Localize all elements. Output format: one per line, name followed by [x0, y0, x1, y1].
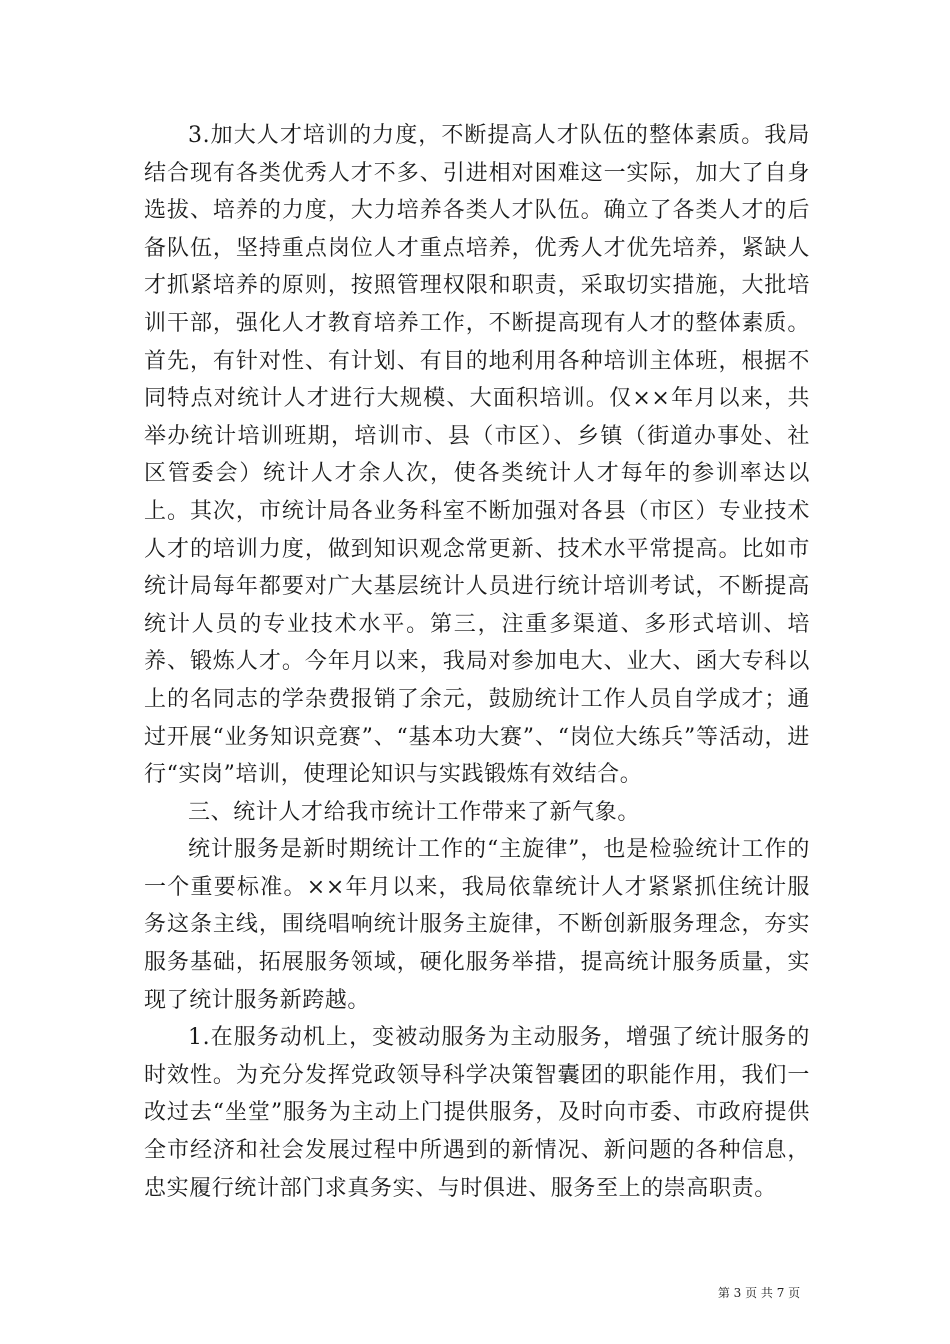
document-body: [144, 117, 810, 1207]
paragraph-talent-training: 3.加大人才培训的力度，不断提高人才队伍的整体素质。我局结合现有各类优秀人才不多、引进相对困难这一实际，加大了自身选拔、培养的力度，大力培养各类人才队伍。确立了各类人才的后备队伍，坚持重点岗位人才重点培养，优秀人才优先培养，紧缺人才抓紧培养的原则，按照管理权限和职责，采取切实措施，大批培训干部，强化人才教育培养工作，不断提高现有人才的整体素质。首先，有针对性、有计划、有目的地利用各种培训主体班，根据不同特点对统计人才进行大规模、大面积培训。仅××年月以来，共举办统计培训班期，培训市、县（市区）、乡镇（街道办事处、社区管委会）统计人才余人次，使各类统计人才每年的参训率达以上。其次，市统计局各业务科室不断加强对各县（市区）专业技术人才的培训力度，做到知识观念常更新、技术水平常提高。比如市统计局每年都要对广大基层统计人员进行统计培训考试，不断提高统计人员的专业技术水平。第三，注重多渠道、多形式培训、培养、锻炼人才。今年月以来，我局对参加电大、业大、函大专科以上的名同志的学杂费报销了余元，鼓励统计工作人员自学成才；通过开展“业务知识竞赛”、“基本功大赛”、“岗位大练兵”等活动，进行“实岗”培训，使理论知识与实践锻炼有效结合。: [144, 123, 810, 788]
section-heading-new-atmosphere: 三、统计人才给我市统计工作带来了新气象。: [188, 799, 641, 825]
paragraph-statistical-service: 统计服务是新时期统计工作的“主旋律”，也是检验统计工作的一个重要标准。××年月以来，我局依靠统计人才紧紧抓住统计服务这条主线，围绕唱响统计服务主旋律，不断创新服务理念，夯实服务基础，拓展服务领域，硬化服务举措，提高统计服务质量，实现了统计服务新跨越。: [144, 837, 810, 1013]
paragraph-service-motivation: 1.在服务动机上，变被动服务为主动服务，增强了统计服务的时效性。为充分发挥党政领导科学决策智囊团的职能作用，我们一改过去“坐堂”服务为主动上门提供服务，及时向市委、市政府提供全市经济和社会发展过程中所遇到的新情况、新问题的各种信息，忠实履行统计部门求真务实、与时俱进、服务至上的崇高职责。: [144, 1025, 810, 1201]
page-footer: [0, 1284, 950, 1301]
page-number: 第 3 页 共 7 页: [717, 1286, 801, 1300]
